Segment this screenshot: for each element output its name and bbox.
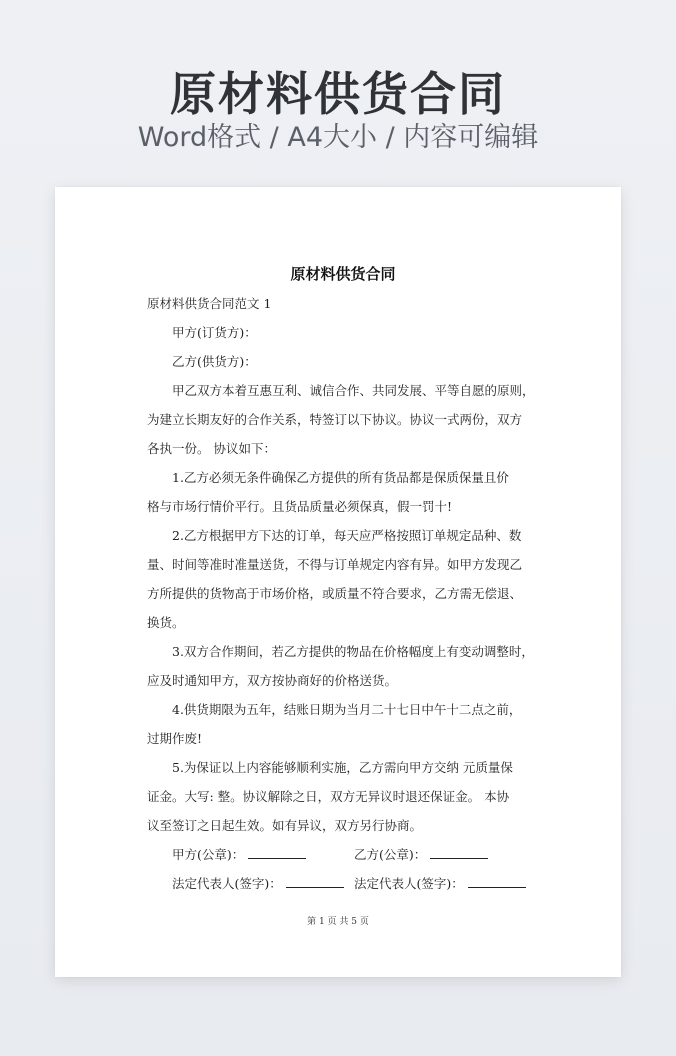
rep-a-label: 法定代表人(签字)：: [172, 876, 282, 891]
clause-2-line: 换货。: [147, 615, 185, 630]
rep-b-label: 法定代表人(签字)：: [354, 876, 464, 891]
document-title: 原材料供货合同: [290, 265, 396, 283]
banner-title: 原材料供货合同: [170, 67, 506, 121]
document-page: [55, 187, 621, 977]
clause-5-line: 证金。大写: 整。协议解除之日，双方无异议时退还保证金。 本协: [147, 789, 510, 804]
intro-line: 甲乙双方本着互惠互利、诚信合作、共同发展、平等自愿的原则，: [172, 383, 535, 398]
clause-4-line: 过期作废!: [147, 731, 203, 746]
intro-line: 各执一份。 协议如下：: [147, 441, 276, 456]
party-b-seal-blank[interactable]: [430, 844, 488, 859]
clause-3-line: 应及时通知甲方，双方按协商好的价格送货。: [147, 673, 398, 688]
party-a-seal-label: 甲方(公章)：: [172, 847, 245, 862]
signature-row-rep: [147, 869, 539, 898]
clause-1-line: 格与市场行情价平行。且货品质量必须保真，假一罚十!: [147, 499, 453, 514]
signature-row-seal: [147, 840, 539, 869]
clause-3-line: 3.双方合作期间，若乙方提供的物品在价格幅度上有变动调整时，: [172, 644, 534, 659]
rep-b: [354, 869, 526, 898]
party-b-seal: [354, 840, 488, 869]
rep-b-blank[interactable]: [468, 873, 526, 888]
party-a-label: 甲方(订货方)：: [172, 325, 257, 340]
clause-1-line: 1.乙方必须无条件确保乙方提供的所有货品都是保质保量且价: [172, 470, 509, 485]
clause-2-line: 量、时间等准时准量送货，不得与订单规定内容有异。如甲方发现乙: [147, 557, 523, 572]
party-a-seal: [172, 840, 306, 869]
rep-a: [172, 869, 344, 898]
document-body: [147, 259, 539, 898]
clause-5-line: 议至签订之日起生效。如有异议，双方另行协商。: [147, 818, 423, 833]
document-heading: 原材料供货合同范文 1: [147, 296, 272, 311]
clause-4-line: 4.供货期限为五年，结账日期为当月二十七日中午十二点之前，: [172, 702, 522, 717]
clause-5-line: 5.为保证以上内容能够顺利实施，乙方需向甲方交纳 元质量保: [172, 760, 513, 775]
rep-a-blank[interactable]: [286, 873, 344, 888]
party-b-seal-label: 乙方(公章)：: [354, 847, 427, 862]
intro-line: 为建立长期友好的合作关系，特签订以下协议。协议一式两份，双方: [147, 412, 523, 427]
party-a-seal-blank[interactable]: [248, 844, 306, 859]
banner-subtitle: Word格式 / A4大小 / 内容可编辑: [137, 122, 539, 153]
clause-2-line: 方所提供的货物高于市场价格，或质量不符合要求，乙方需无偿退、: [147, 586, 523, 601]
page-footer: 第 1 页 共 5 页: [307, 917, 369, 927]
party-b-label: 乙方(供货方)：: [172, 354, 257, 369]
clause-2-line: 2.乙方根据甲方下达的订单，每天应严格按照订单规定品种、数: [172, 528, 522, 543]
